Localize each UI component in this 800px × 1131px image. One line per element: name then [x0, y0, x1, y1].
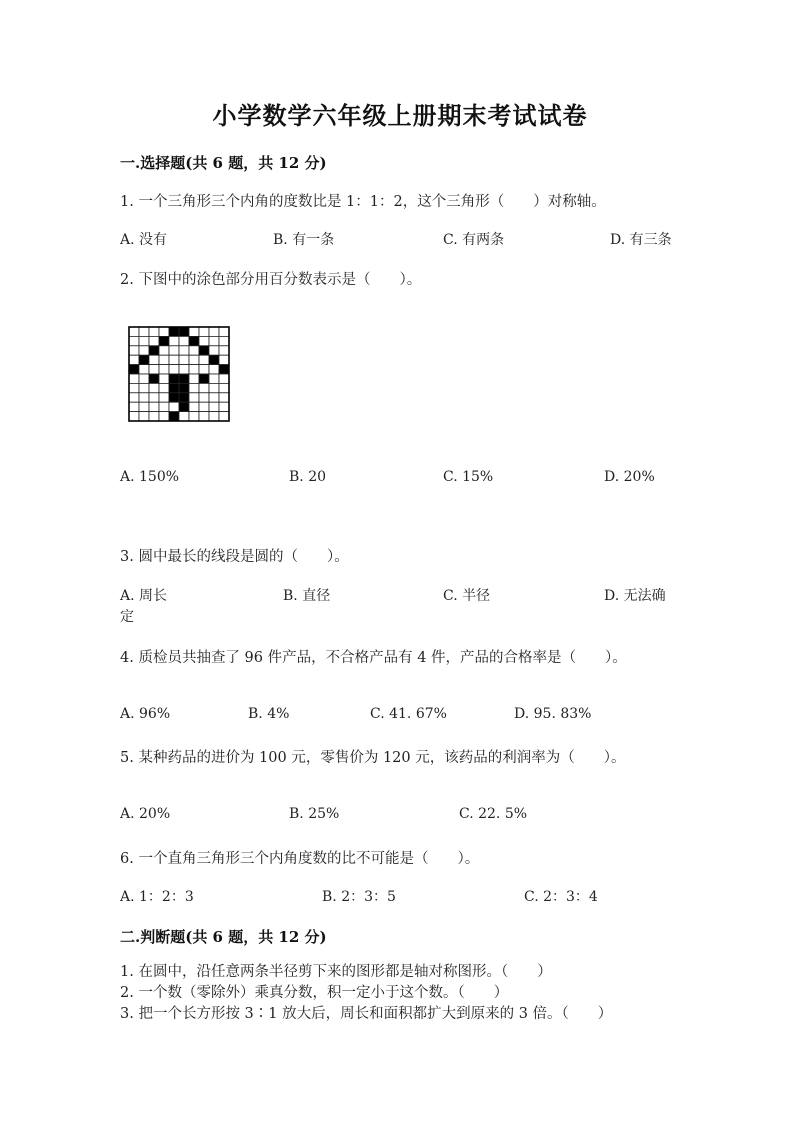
grid-cell-filled	[169, 393, 179, 402]
grid-cell-filled	[139, 355, 149, 364]
grid-cell-filled	[169, 383, 179, 392]
grid-cell	[179, 336, 189, 345]
section-heading-choice: 一.选择题(共 6 题，共 12 分)	[120, 154, 327, 172]
grid-cell	[139, 402, 149, 411]
question-1-option-d[interactable]: D. 有三条	[610, 232, 672, 248]
question-5-option-c[interactable]: C. 22. 5%	[459, 806, 528, 822]
grid-cell	[219, 393, 229, 402]
grid-cell	[179, 365, 189, 374]
grid-cell	[139, 412, 149, 421]
grid-cell	[209, 402, 219, 411]
question-6-option-a[interactable]: A. 1：2：3	[120, 889, 194, 905]
grid-cell-filled	[169, 374, 179, 383]
question-3-text: 3. 圆中最长的线段是圆的（ ）。	[120, 549, 349, 565]
grid-cell-filled	[149, 346, 159, 355]
question-3-option-d[interactable]: D. 无法确	[604, 588, 666, 604]
grid-cell	[129, 393, 139, 402]
grid-cell	[149, 365, 159, 374]
question-4-option-b[interactable]: B. 4%	[248, 706, 290, 722]
grid-cell	[189, 355, 199, 364]
question-1-option-c[interactable]: C. 有两条	[443, 232, 505, 248]
grid-cell-filled	[189, 336, 199, 345]
grid-cell	[219, 402, 229, 411]
grid-cell	[199, 393, 209, 402]
grid-cell-filled	[199, 374, 209, 383]
question-4-option-a[interactable]: A. 96%	[120, 706, 171, 722]
grid-cell-filled	[179, 393, 189, 402]
grid-cell	[139, 365, 149, 374]
grid-cell	[129, 346, 139, 355]
grid-cell	[129, 336, 139, 345]
judgment-2-text: 2. 一个数（零除外）乘真分数，积一定小于这个数。（ ）	[120, 985, 509, 1001]
grid-cell	[209, 327, 219, 336]
grid-cell	[139, 374, 149, 383]
grid-cell	[199, 327, 209, 336]
grid-cell	[149, 336, 159, 345]
grid-cell	[169, 355, 179, 364]
question-1-option-a[interactable]: A. 没有	[120, 232, 168, 248]
grid-cell	[189, 365, 199, 374]
question-3-option-b[interactable]: B. 直径	[283, 588, 331, 604]
grid-cell	[199, 355, 209, 364]
grid-cell	[129, 402, 139, 411]
grid-cell-filled	[219, 365, 229, 374]
grid-cell	[199, 365, 209, 374]
question-3-option-c[interactable]: C. 半径	[443, 588, 491, 604]
grid-cell	[159, 346, 169, 355]
grid-cell-filled	[179, 402, 189, 411]
grid-cell	[149, 402, 159, 411]
question-2-option-b[interactable]: B. 20	[289, 469, 327, 485]
judgment-1-text: 1. 在圆中，沿任意两条半径剪下来的图形都是轴对称图形。（ ）	[120, 964, 552, 980]
grid-cell	[219, 383, 229, 392]
question-2-option-d[interactable]: D. 20%	[604, 469, 655, 485]
grid-cell	[159, 412, 169, 421]
grid-cell	[129, 383, 139, 392]
grid-cell	[219, 346, 229, 355]
question-6-text: 6. 一个直角三角形三个内角度数的比不可能是（ ）。	[120, 851, 480, 867]
grid-cell	[139, 393, 149, 402]
grid-cell	[189, 374, 199, 383]
question-5-option-a[interactable]: A. 20%	[120, 806, 171, 822]
grid-cell	[129, 374, 139, 383]
grid-cell	[159, 393, 169, 402]
grid-cell	[139, 383, 149, 392]
grid-cell	[159, 402, 169, 411]
grid-cell	[219, 374, 229, 383]
grid-cell	[209, 412, 219, 421]
grid-cell	[199, 412, 209, 421]
grid-cell-filled	[179, 374, 189, 383]
grid-cell	[149, 412, 159, 421]
grid-cell	[209, 374, 219, 383]
grid-cell	[169, 346, 179, 355]
grid-cell-filled	[129, 365, 139, 374]
question-3-option-a[interactable]: A. 周长	[120, 588, 168, 604]
grid-cell	[179, 412, 189, 421]
grid-cell	[159, 327, 169, 336]
question-6-option-b[interactable]: B. 2：3：5	[322, 889, 396, 905]
grid-cell	[159, 365, 169, 374]
grid-cell	[219, 336, 229, 345]
grid-cell	[179, 355, 189, 364]
grid-cell	[209, 346, 219, 355]
grid-cell	[219, 412, 229, 421]
question-2-grid-figure	[128, 326, 230, 422]
grid-cell	[149, 327, 159, 336]
grid-cell-filled	[169, 327, 179, 336]
grid-cell	[189, 346, 199, 355]
grid-cell	[129, 412, 139, 421]
question-1-text: 1. 一个三角形三个内角的度数比是 1：1：2，这个三角形（ ）对称轴。	[120, 194, 606, 210]
grid-cell	[149, 383, 159, 392]
grid-cell	[129, 327, 139, 336]
grid-cell-filled	[149, 374, 159, 383]
question-2-option-c[interactable]: C. 15%	[443, 469, 494, 485]
grid-cell	[189, 393, 199, 402]
page-title: 小学数学六年级上册期末考试试卷	[212, 101, 588, 130]
grid-cell	[139, 327, 149, 336]
grid-cell	[129, 355, 139, 364]
question-1-option-b[interactable]: B. 有一条	[273, 232, 335, 248]
grid-cell	[189, 402, 199, 411]
question-4-text: 4. 质检员共抽查了 96 件产品，不合格产品有 4 件，产品的合格率是（ ）。	[120, 650, 627, 666]
grid-cell	[159, 355, 169, 364]
grid-cell	[199, 383, 209, 392]
question-2-option-a[interactable]: A. 150%	[120, 469, 180, 485]
grid-cell	[209, 336, 219, 345]
grid-cell	[199, 336, 209, 345]
grid-cell-filled	[179, 383, 189, 392]
grid-cell	[159, 374, 169, 383]
grid-cell	[219, 355, 229, 364]
grid-cell	[209, 393, 219, 402]
grid-cell	[189, 383, 199, 392]
grid-cell-filled	[209, 355, 219, 364]
grid-cell	[139, 336, 149, 345]
grid-cell	[219, 327, 229, 336]
grid-cell	[189, 327, 199, 336]
grid-cell	[149, 355, 159, 364]
grid-cell	[169, 365, 179, 374]
question-4-option-c[interactable]: C. 41. 67%	[370, 706, 447, 722]
grid-cell	[149, 393, 159, 402]
section-heading-judgment: 二.判断题(共 6 题，共 12 分)	[120, 928, 327, 946]
grid-cell-filled	[169, 412, 179, 421]
grid-cell	[169, 402, 179, 411]
grid-cell-filled	[159, 336, 169, 345]
question-4-option-d[interactable]: D. 95. 83%	[514, 706, 592, 722]
grid-cell	[209, 365, 219, 374]
grid-cell	[209, 383, 219, 392]
question-5-text: 5. 某种药品的进价为 100 元，零售价为 120 元，该药品的利润率为（ ）。	[120, 750, 626, 766]
question-5-option-b[interactable]: B. 25%	[289, 806, 340, 822]
judgment-3-text: 3. 把一个长方形按 3∶1 放大后，周长和面积都扩大到原来的 3 倍。（ ）	[120, 1006, 613, 1022]
question-3-option-wrap: 定	[120, 609, 134, 625]
grid-cell	[169, 336, 179, 345]
grid-cell	[199, 402, 209, 411]
question-6-option-c[interactable]: C. 2：3：4	[524, 889, 598, 905]
grid-cell-filled	[199, 346, 209, 355]
grid-cell	[189, 412, 199, 421]
grid-cell	[159, 383, 169, 392]
question-2-text: 2. 下图中的涂色部分用百分数表示是（ ）。	[120, 272, 422, 288]
grid-cell-filled	[179, 327, 189, 336]
grid-cell	[179, 346, 189, 355]
grid-cell	[139, 346, 149, 355]
